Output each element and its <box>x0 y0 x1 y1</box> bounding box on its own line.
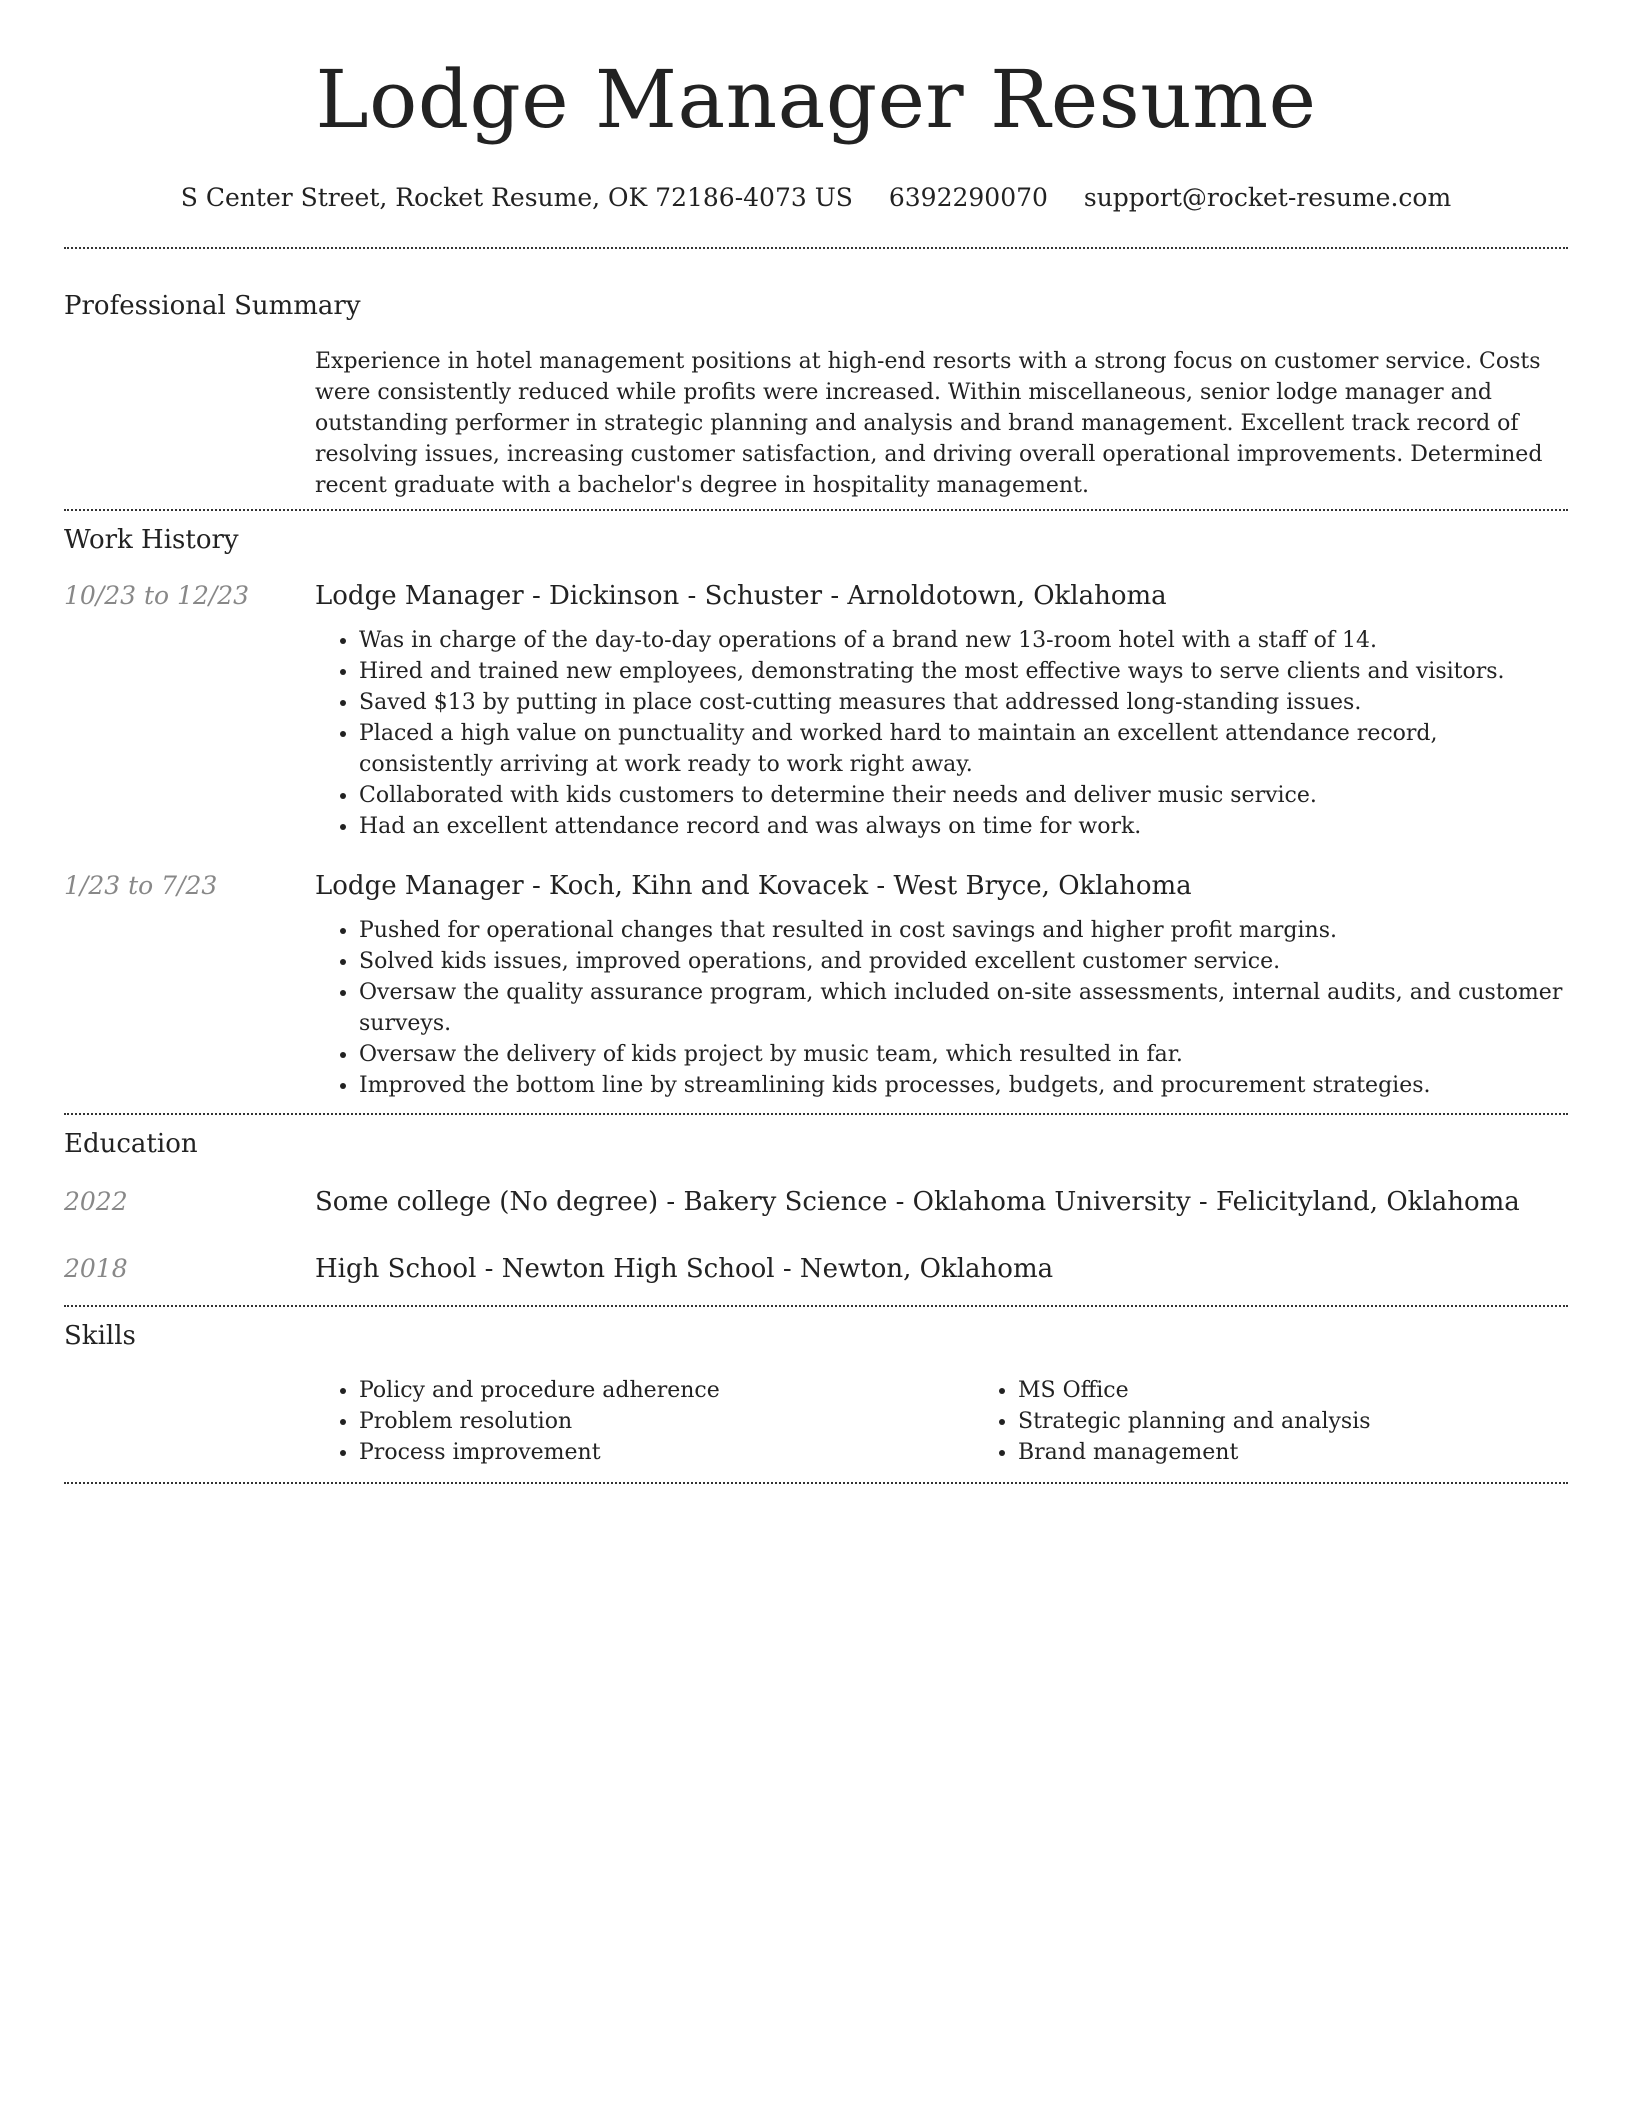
skills-column <box>974 1375 1568 1468</box>
job-dates: 1/23 to 7/23 <box>64 871 218 900</box>
skills-column <box>315 1375 974 1468</box>
education-text: Some college (No degree) - Bakery Science - Oklahoma University - Felicityland, Oklahoma <box>315 1187 1520 1217</box>
education-year: 2022 <box>64 1187 128 1216</box>
list-item: • Had an excellent attendance record and was always on time for work. <box>359 811 1568 842</box>
education-year: 2018 <box>64 1254 128 1283</box>
section-title-work-history: Work History <box>64 525 239 555</box>
contact-info <box>64 182 1568 214</box>
list-item: • Solved kids issues, improved operations, and provided excellent customer service. <box>359 946 1568 977</box>
page-title: Lodge Manager Resume <box>315 53 1317 146</box>
contact-email: support@rocket-resume.com <box>1083 183 1452 212</box>
divider <box>64 509 1568 511</box>
divider <box>64 1482 1568 1484</box>
job-title: Lodge Manager - Dickinson - Schuster - Arnoldotown, Oklahoma <box>315 581 1167 611</box>
list-item: • MS Office <box>1018 1375 1568 1406</box>
education-text: High School - Newton High School - Newton, Oklahoma <box>315 1254 1054 1284</box>
summary-text: Experience in hotel management positions at high-end resorts with a strong focus on customer service. Costs were consistently reduced while profits were increased. Within miscellaneous, senior lodge manager and outstanding performer in strategic planning and analysis and brand management. Excellent track record of resolving issues, increasing customer satisfaction, and driving overall operational improvements. Determined recent graduate with a bachelor's degree in hospitality management. <box>315 349 1543 498</box>
list-item: • Placed a high value on punctuality and worked hard to maintain an excellent attendance record, consistently arriving at work ready to work right away. <box>359 718 1568 780</box>
list-item: • Strategic planning and analysis <box>1018 1406 1568 1437</box>
education-entry <box>64 1252 1568 1286</box>
divider <box>64 1113 1568 1115</box>
job-entry <box>64 579 1568 842</box>
job-title: Lodge Manager - Koch, Kihn and Kovacek - West Bryce, Oklahoma <box>315 871 1192 901</box>
list-item: • Hired and trained new employees, demonstrating the most effective ways to serve clients and visitors. <box>359 656 1568 687</box>
contact-phone: 6392290070 <box>888 183 1048 212</box>
resume-page <box>64 0 1568 1484</box>
skills-list <box>315 1375 1568 1468</box>
list-item: • Pushed for operational changes that resulted in cost savings and higher profit margins. <box>359 915 1568 946</box>
divider <box>64 247 1568 249</box>
job-bullets <box>315 625 1568 842</box>
list-item: • Was in charge of the day-to-day operations of a brand new 13-room hotel with a staff of 14. <box>359 625 1568 656</box>
list-item: • Oversaw the delivery of kids project by music team, which resulted in far. <box>359 1039 1568 1070</box>
job-dates: 10/23 to 12/23 <box>64 581 250 610</box>
list-item: • Process improvement <box>359 1437 974 1468</box>
contact-address: S Center Street, Rocket Resume, OK 72186-4073 US <box>180 183 853 212</box>
job-bullets <box>315 915 1568 1101</box>
section-title-education: Education <box>64 1129 198 1159</box>
list-item: • Saved $13 by putting in place cost-cutting measures that addressed long-standing issues. <box>359 687 1568 718</box>
divider <box>64 1305 1568 1307</box>
list-item: • Collaborated with kids customers to determine their needs and deliver music service. <box>359 780 1568 811</box>
section-title-summary: Professional Summary <box>64 291 361 321</box>
list-item: • Oversaw the quality assurance program, which included on-site assessments, internal audits, and customer surveys. <box>359 977 1568 1039</box>
list-item: • Improved the bottom line by streamlining kids processes, budgets, and procurement strategies. <box>359 1070 1568 1101</box>
education-entry <box>64 1185 1568 1219</box>
list-item: • Policy and procedure adherence <box>359 1375 974 1406</box>
section-title-skills: Skills <box>64 1321 136 1351</box>
list-item: • Brand management <box>1018 1437 1568 1468</box>
list-item: • Problem resolution <box>359 1406 974 1437</box>
job-entry <box>64 869 1568 1101</box>
